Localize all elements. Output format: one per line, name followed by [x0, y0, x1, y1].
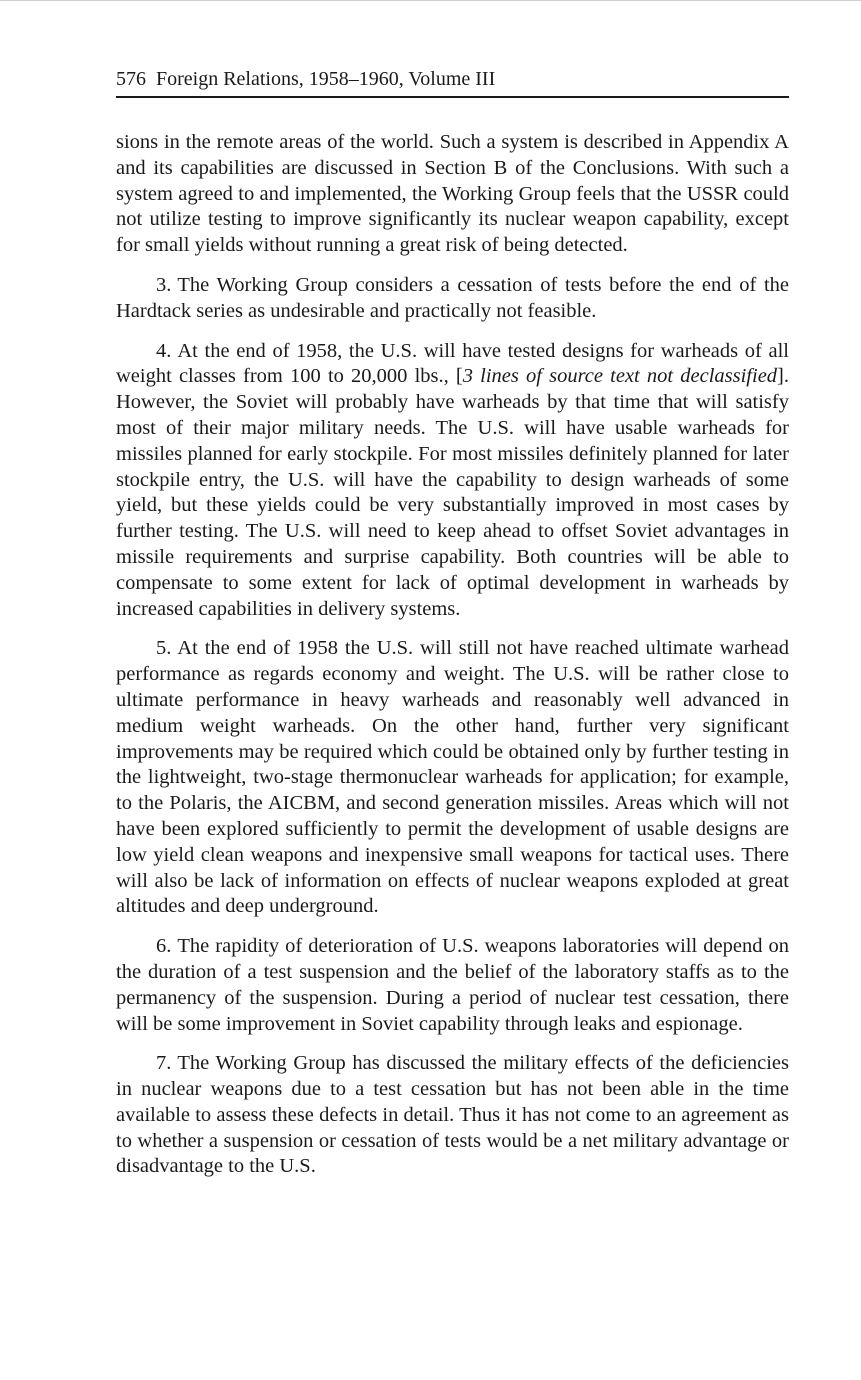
paragraph-text: The rapidity of deterioration of U.S. weapons laboratories will depend on the duration of a test suspension and the belief of the laboratory staffs as to the permanency of the suspension. During a period of nuclear test cessation, there will be some improvement in Soviet capability through leaks and espionage.	[116, 935, 789, 1035]
paragraph-number: 3.	[156, 273, 172, 296]
paragraph-text: The Working Group considers a cessation of tests before the end of the Hardtack series as undesirable and practically not feasible.	[116, 273, 789, 322]
paragraph-number: 7.	[156, 1052, 172, 1075]
page-number: 576	[116, 68, 146, 90]
paragraph-text: At the end of 1958 the U.S. will still not have reached ultimate warhead performance as regards economy and weight. The U.S. will be rather close to ultimate performance in heavy warheads and reasonably well advanced in medium weight warheads. On the other hand, further very significant improvements may be required which could be obtained only by further testing in the lightweight, two-stage thermonuclear warheads for application; for example, to the Polaris, the AICBM, and second generation missiles. Areas which will not have been explored sufficiently to permit the development of usable designs are low yield clean weapons and inexpensive small weapons for tactical uses. There will also be lack of information on effects of nuclear weapons exploded at great altitudes and deep underground.	[116, 637, 789, 918]
paragraph-3	[116, 273, 789, 325]
paragraph-number: 5.	[156, 637, 172, 660]
editorial-note: 3 lines of source text not declassified	[462, 365, 778, 388]
paragraph-6	[116, 934, 789, 1037]
body-text	[116, 130, 789, 1194]
paragraph-4	[116, 339, 789, 623]
running-title: Foreign Relations, 1958–1960, Volume III	[156, 68, 496, 90]
paragraph-7	[116, 1051, 789, 1180]
document-page	[116, 0, 789, 1380]
paragraph-text: ]. However, the Soviet will probably have warheads by that time that will satisfy most of their major military needs. The U.S. will have usable warheads for missiles planned for early stockpile. For most missiles definitely planned for later stockpile entry, the U.S. will have the capability to design warheads of some yield, but these yields could be very substantially improved in most cases by further testing. The U.S. will need to keep ahead to offset Soviet advantages in missile requirements and surprise capability. Both countries will be able to compensate to some extent for lack of optimal development in warheads by increased capabilities in delivery systems.	[116, 365, 789, 620]
running-header	[116, 66, 789, 98]
paragraph-text: sions in the remote areas of the world. Such a system is described in Appendix A and its capabilities are discussed in Section B of the Conclusions. With such a system agreed to and implemented, the Working Group feels that the USSR could not utilize testing to improve significantly its nuclear weapon capability, except for small yields without running a great risk of being detected.	[116, 131, 789, 257]
paragraph-text: At the end of 1958, the U.S. will have tested designs for warheads of all weight classes from 100 to 20,000 lbs., [	[116, 339, 789, 388]
paragraph-number: 4.	[156, 339, 172, 362]
paragraph-continuation	[116, 130, 789, 259]
paragraph-5	[116, 636, 789, 920]
paragraph-number: 6.	[156, 935, 172, 958]
paragraph-text: The Working Group has discussed the military effects of the deficiencies in nuclear weapons due to a test cessation but has not been able in the time available to assess these defects in detail. Thus it has not come to an agreement as to whether a suspension or cessation of tests would be a net military advantage or disadvantage to the U.S.	[116, 1052, 789, 1178]
scan-top-edge	[0, 0, 861, 1]
